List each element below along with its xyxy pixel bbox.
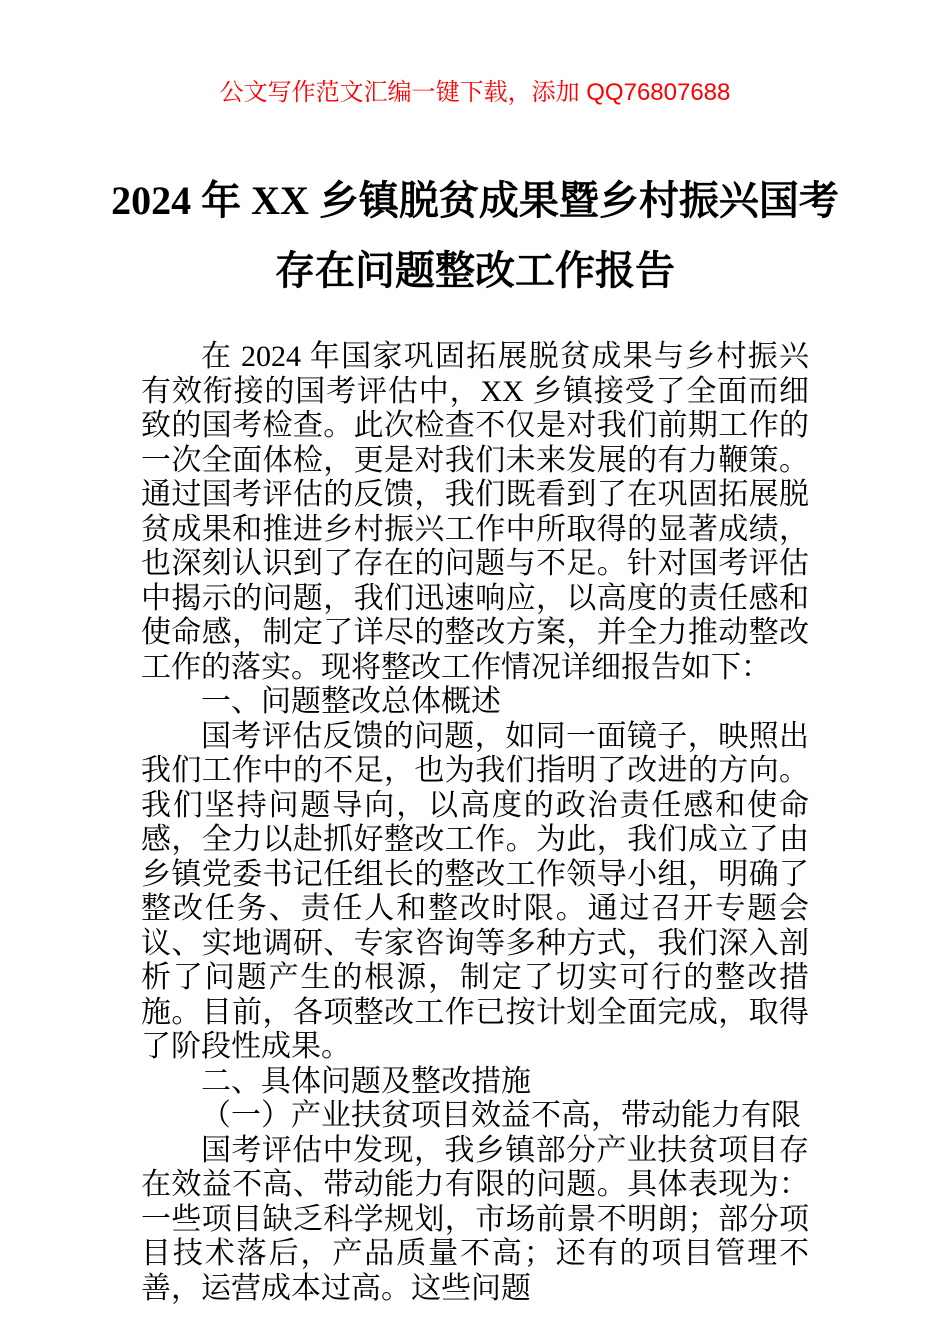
heading-section-1: 一、问题整改总体概述 — [201, 685, 501, 718]
document-title-line-2: 存在问题整改工作报告 — [275, 248, 675, 293]
paragraph-intro: 在 2024 年国家巩固拓展脱贫成果与乡村振兴有效衔接的国考评估中，XX 乡镇接受了全面而细致的国考检查。此次检查不仅是对我们前期工作的一次全面体检，更是对我们未来发展的有力鞭策。通过国考评估的反馈，我们既看到了在巩固拓展脱贫成果和推进乡村振兴工作中所取得的显著成绩，也深刻认识到了存在的问题与不足。针对国考评估中揭示的问题，我们迅速响应，以高度的责任感和使命感，制定了详尽的整改方案，并全力推动整改工作的落实。现将整改工作情况详细报告如下： — [141, 340, 809, 684]
paragraph-overview: 国考评估反馈的问题，如同一面镜子，映照出我们工作中的不足，也为我们指明了改进的方向。我们坚持问题导向，以高度的政治责任感和使命感，全力以赴抓好整改工作。为此，我们成立了由乡镇党委书记任组长的整改工作领导小组，明确了整改任务、责任人和整改时限。通过召开专题会议、实地调研、专家咨询等多种方式，我们深入剖析了问题产生的根源，制定了切实可行的整改措施。目前，各项整改工作已按计划全面完成，取得了阶段性成果。 — [141, 719, 809, 1063]
watermark-ad-text: 公文写作范文汇编一键下载，添加 QQ76807688 — [219, 79, 731, 106]
document-title-line-1: 2024 年 XX 乡镇脱贫成果暨乡村振兴国考 — [111, 178, 839, 223]
document-title — [0, 166, 950, 306]
subheading-issue-1: （一）产业扶贫项目效益不高，带动能力有限 — [201, 1099, 801, 1132]
document-body — [141, 340, 809, 1306]
heading-section-2: 二、具体问题及整改措施 — [201, 1064, 531, 1098]
paragraph-issue-1: 国考评估中发现，我乡镇部分产业扶贫项目存在效益不高、带动能力有限的问题。具体表现为：一些项目缺乏科学规划，市场前景不明朗；部分项目技术落后，产品质量不高；还有的项目管理不善，运营成本过高。这些问题 — [141, 1133, 809, 1305]
